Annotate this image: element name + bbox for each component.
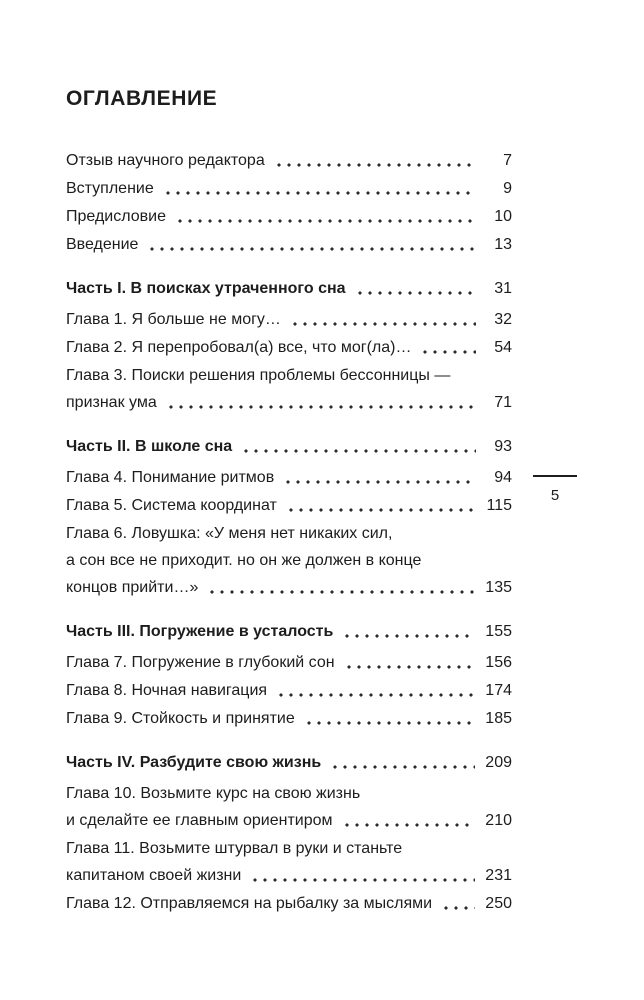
toc-part-title: Часть II. В школе сна xyxy=(66,438,233,455)
toc-entry-page: 174 xyxy=(485,682,512,699)
toc-entry-title-line: Глава 10. Возьмите курс на свою жизнь xyxy=(66,785,361,802)
toc-entry-title-line: концов прийти…» xyxy=(66,579,199,596)
dot-leader xyxy=(163,175,476,202)
dot-leader xyxy=(441,890,475,917)
toc-entry-page: 231 xyxy=(485,867,512,884)
toc-entry xyxy=(66,334,512,361)
toc-entry-title-line: капитаном своей жизни xyxy=(66,867,242,884)
dot-leader xyxy=(175,203,476,230)
page-number: 5 xyxy=(550,487,560,504)
dot-leader xyxy=(286,492,476,519)
dot-leader xyxy=(342,618,475,645)
toc-part-heading xyxy=(66,275,512,302)
toc-entry-title: Глава 2. Я перепробовал(а) все, что мог(ла)… xyxy=(66,339,412,356)
dot-leader xyxy=(207,574,475,601)
toc-entry-title: Глава 5. Система координат xyxy=(66,497,277,514)
toc-page xyxy=(66,86,512,918)
toc-entry xyxy=(66,649,512,676)
toc-entry-page: 135 xyxy=(485,579,512,596)
dot-leader xyxy=(420,334,476,361)
toc-part-heading xyxy=(66,618,512,645)
toc-entry-page: 10 xyxy=(494,208,512,225)
toc-part-page: 93 xyxy=(494,438,512,455)
toc-entry xyxy=(66,306,512,333)
dot-leader xyxy=(241,433,476,460)
dot-leader xyxy=(290,306,476,333)
toc-part-heading xyxy=(66,749,512,776)
toc-entry-page: 115 xyxy=(486,497,512,514)
toc-entry-page: 71 xyxy=(494,394,512,411)
toc-entry-title: Глава 12. Отправляемся на рыбалку за мыслями xyxy=(66,895,433,912)
toc-entry-title: Глава 8. Ночная навигация xyxy=(66,682,268,699)
toc-entry-page: 9 xyxy=(503,180,512,197)
dot-leader xyxy=(304,705,476,732)
toc-entry xyxy=(66,780,512,834)
toc-entry-title-line: Глава 3. Поиски решения проблемы бессонницы — xyxy=(66,367,451,384)
toc-entry-page: 185 xyxy=(485,710,512,727)
toc-entry xyxy=(66,835,512,889)
toc-part-page: 155 xyxy=(485,623,512,640)
toc-entry-page: 13 xyxy=(494,236,512,253)
toc-entry-page: 32 xyxy=(494,311,512,328)
toc-entry xyxy=(66,464,512,491)
toc-entry xyxy=(66,492,512,519)
toc-entry-title: Введение xyxy=(66,236,139,253)
toc-entry-title-line: а сон все не приходит. но он же должен в конце xyxy=(66,552,422,569)
toc-entry-title: Глава 9. Стойкость и принятие xyxy=(66,710,295,727)
toc-entry xyxy=(66,203,512,230)
toc-entry-page: 210 xyxy=(485,812,512,829)
toc-entry-title: Глава 1. Я больше не могу… xyxy=(66,311,281,328)
toc-entry-title: Предисловие xyxy=(66,208,166,225)
toc-part-title: Часть III. Погружение в усталость xyxy=(66,623,334,640)
dot-leader xyxy=(274,147,476,174)
dot-leader xyxy=(147,231,476,258)
dot-leader xyxy=(355,275,476,302)
toc-entry xyxy=(66,705,512,732)
toc-entry-page: 54 xyxy=(494,339,512,356)
toc-part-title: Часть I. В поисках утраченного сна xyxy=(66,280,346,297)
dot-leader xyxy=(330,749,475,776)
toc-entry-title: Вступление xyxy=(66,180,154,197)
page-margin-marker xyxy=(533,475,577,504)
toc-entry-page: 156 xyxy=(485,654,512,671)
toc-entry-page: 7 xyxy=(503,152,512,169)
toc-entry xyxy=(66,147,512,174)
toc-part-page: 209 xyxy=(485,754,512,771)
toc-entry-title: Глава 7. Погружение в глубокий сон xyxy=(66,654,335,671)
dot-leader xyxy=(283,464,476,491)
dot-leader xyxy=(166,389,476,416)
dot-leader xyxy=(276,677,475,704)
toc-entry-title-line: Глава 11. Возьмите штурвал в руки и станьте xyxy=(66,840,403,857)
toc-entry-title: Отзыв научного редактора xyxy=(66,152,265,169)
toc-entry-title-line: Глава 6. Ловушка: «У меня нет никаких сил, xyxy=(66,525,393,542)
toc-entry xyxy=(66,890,512,917)
toc-part-page: 31 xyxy=(494,280,512,297)
dot-leader xyxy=(250,862,475,889)
toc-entry-page: 250 xyxy=(485,895,512,912)
toc-entry-title: Глава 4. Понимание ритмов xyxy=(66,469,275,486)
toc-part-title: Часть IV. Разбудите свою жизнь xyxy=(66,754,322,771)
dot-leader xyxy=(344,649,476,676)
toc-entry-title-line: и сделайте ее главным ориентиром xyxy=(66,812,333,829)
toc-entry-title-line: признак ума xyxy=(66,394,157,411)
toc-entry xyxy=(66,677,512,704)
dot-leader xyxy=(342,807,476,834)
page-number-rule xyxy=(533,475,577,477)
toc-entry xyxy=(66,175,512,202)
toc-entry xyxy=(66,231,512,258)
toc-entry-page: 94 xyxy=(494,469,512,486)
toc-entry xyxy=(66,520,512,601)
page-title: ОГЛАВЛЕНИЕ xyxy=(66,87,218,110)
toc-entry xyxy=(66,362,512,416)
toc-part-heading xyxy=(66,433,512,460)
